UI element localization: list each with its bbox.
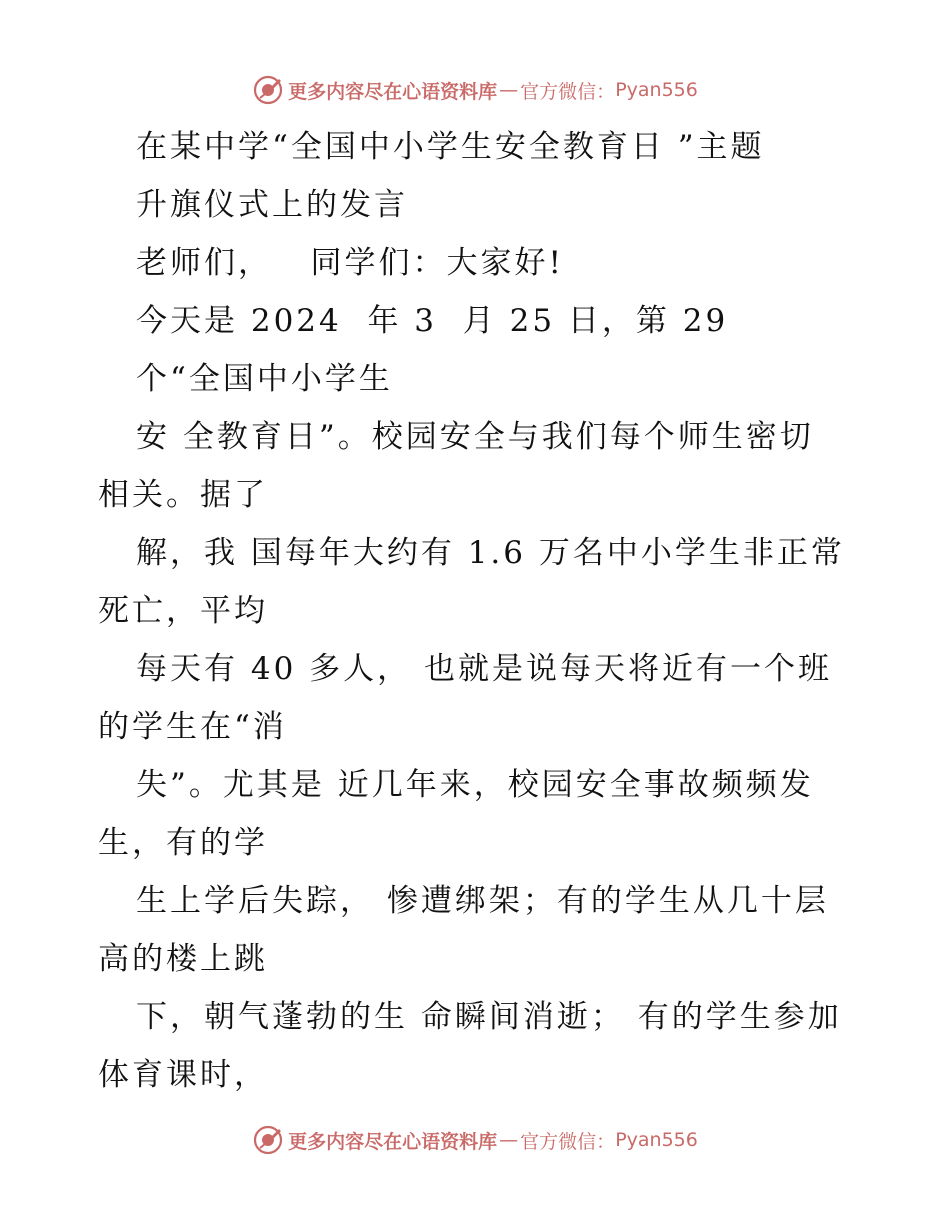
body-line: 生，有的学 <box>98 825 268 861</box>
body-line: 下，朝气蓬勃的生 命瞬间消逝； 有的学生参加 <box>136 999 842 1035</box>
body-line: 高的楼上跳 <box>98 941 268 977</box>
banner-channel-label: 官方微信： <box>520 1130 616 1153</box>
body-line: 安 全教育日”。校园安全与我们每个师生密切 <box>136 419 814 455</box>
banner-separator: — <box>499 1129 519 1151</box>
body-line: 每天有 40 多人， 也就是说每天将近有一个班 <box>136 651 833 687</box>
body-line: 相关。据了 <box>98 477 268 513</box>
header-banner <box>0 70 950 110</box>
greeting-line: 老师们， 同学们：大家好! <box>136 245 565 281</box>
banner-wechat-id: Pyan556 <box>615 79 698 101</box>
title-line-2: 升旗仪式上的发言 <box>136 187 408 223</box>
banner-main-text: 更多内容尽在心语资料库 <box>288 1130 498 1153</box>
title-line-1: 在某中学“全国中小学生安全教育日 ”主题 <box>136 129 765 165</box>
body-line: 生上学后失踪， 惨遭绑架；有的学生从几十层 <box>136 883 829 919</box>
banner-main-text: 更多内容尽在心语资料库 <box>288 80 498 103</box>
banner-channel-label: 官方微信： <box>520 80 616 103</box>
banner-separator: — <box>499 79 519 101</box>
body-line: 的学生在“消 <box>98 709 287 745</box>
banner-wechat-id: Pyan556 <box>615 1129 698 1151</box>
body-line: 失”。尤其是 近几年来，校园安全事故频频发 <box>136 767 814 803</box>
body-line: 死亡，平均 <box>98 593 268 629</box>
body-line: 体育课时， <box>98 1057 268 1093</box>
body-line: 个“全国中小学生 <box>136 361 393 397</box>
body-line: 今天是 2024 年 3 月 25 日，第 29 <box>136 303 729 339</box>
pen-nib-circle-icon <box>252 74 284 106</box>
footer-banner <box>0 1120 950 1160</box>
pen-nib-circle-icon <box>252 1124 284 1156</box>
body-line: 解，我 国每年大约有 1.6 万名中小学生非正常 <box>136 535 845 571</box>
